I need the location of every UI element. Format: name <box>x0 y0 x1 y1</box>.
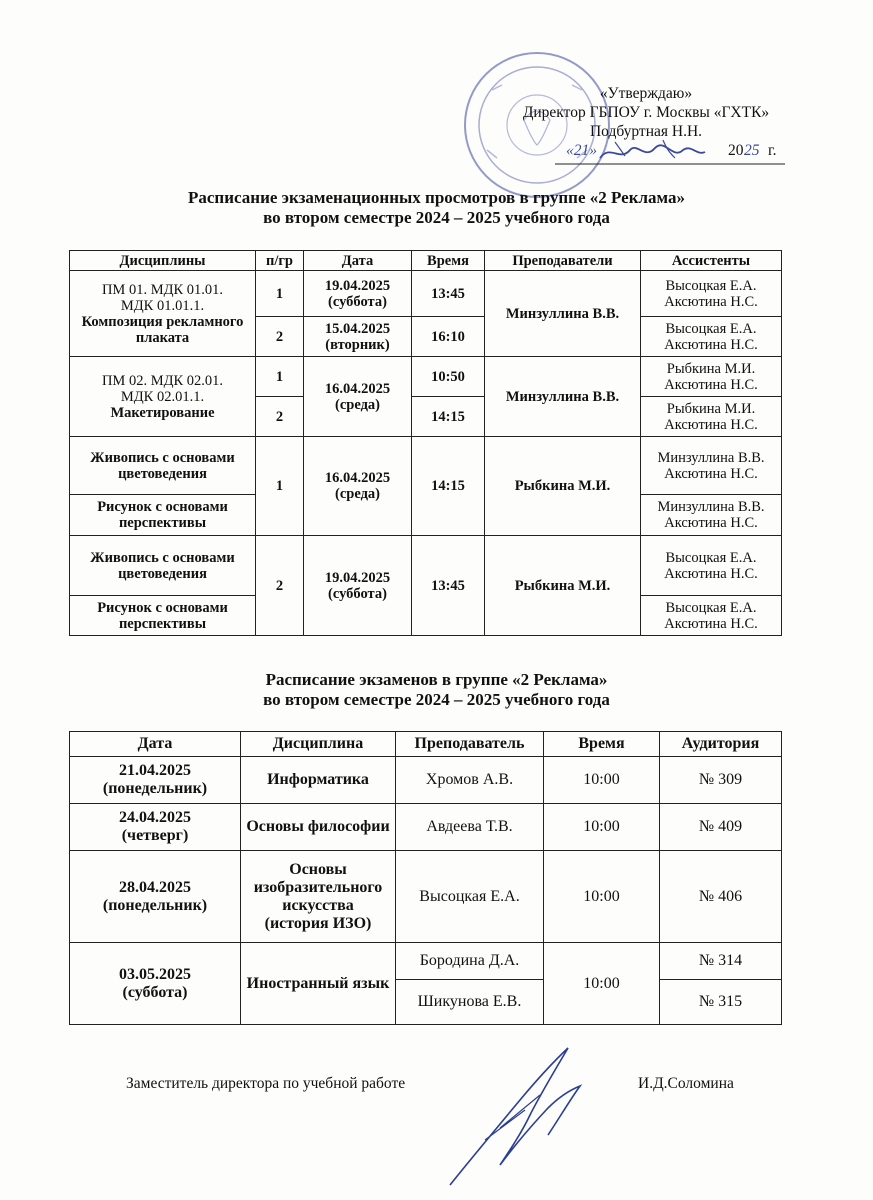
discipline-code: МДК 01.01.1. <box>120 297 205 314</box>
discipline-cell <box>70 357 256 437</box>
discipline-cell: Рисунок с основами перспективы <box>70 495 256 536</box>
assistant-name: Высоцкая Е.А. <box>665 599 757 616</box>
assistants-cell <box>641 357 782 397</box>
date-value: 15.04.2025 <box>324 320 391 337</box>
room-cell: № 406 <box>660 851 782 943</box>
assistant-name: Минзуллина В.В. <box>657 499 765 515</box>
teacher-cell: Хромов А.В. <box>396 757 544 804</box>
discipline-code: МДК 02.01.1. <box>120 388 205 405</box>
date-value: 19.04.2025 <box>324 277 391 294</box>
discipline-cell: Живопись с основами цветоведения <box>70 437 256 495</box>
subject-note: (история ИЗО) <box>264 914 372 932</box>
date-cell <box>70 943 241 1025</box>
assistants-cell <box>641 536 782 596</box>
column-header: Дата <box>304 251 412 271</box>
assistants-cell <box>641 437 782 495</box>
day-value: (среда) <box>335 396 380 413</box>
group-cell: 2 <box>256 397 304 437</box>
column-header: Дисциплина <box>241 732 396 757</box>
assistant-name: Высоцкая Е.А. <box>665 277 757 294</box>
assistants-cell <box>641 397 782 437</box>
date-cell <box>70 804 241 851</box>
day-value: (понедельник) <box>102 896 208 914</box>
day-value: (суббота) <box>328 585 387 602</box>
approval-handwritten-month <box>555 136 785 168</box>
teacher-cell: Высоцкая Е.А. <box>396 851 544 943</box>
group-cell: 2 <box>256 536 304 636</box>
approval-title: «Утверждаю» <box>599 85 693 102</box>
exams-table <box>69 731 782 1025</box>
room-cell: № 315 <box>660 980 782 1025</box>
title-exams-line1: Расписание экзаменов в группе «2 Реклама» <box>265 670 608 689</box>
title-exams-line2: во втором семестре 2024 – 2025 учебного года <box>263 690 610 709</box>
subject-cell <box>241 851 396 943</box>
group-cell: 1 <box>256 357 304 397</box>
approval-date-year-hand: 25 <box>744 142 760 159</box>
room-cell: № 409 <box>660 804 782 851</box>
table-row <box>70 536 782 596</box>
discipline-code: ПМ 01. МДК 01.01. <box>101 281 224 298</box>
day-value: (суббота) <box>122 983 188 1001</box>
date-cell <box>70 757 241 804</box>
discipline-name: Макетирование <box>110 404 215 421</box>
assistants-cell <box>641 495 782 536</box>
teacher-cell: Бородина Д.А. <box>396 943 544 980</box>
date-cell <box>304 437 412 536</box>
subject-cell: Иностранный язык <box>241 943 396 1025</box>
assistant-name: Аксютина Н.С. <box>664 565 758 582</box>
date-value: 16.04.2025 <box>324 380 391 397</box>
time-cell: 14:15 <box>412 397 485 437</box>
date-value: 21.04.2025 <box>119 762 191 779</box>
table-row <box>70 943 782 980</box>
discipline-cell: Живопись с основами цветоведения <box>70 536 256 596</box>
discipline-code: ПМ 02. МДК 02.01. <box>101 372 224 389</box>
date-cell <box>70 851 241 943</box>
teacher-cell: Рыбкина М.И. <box>485 437 641 536</box>
approval-date-suffix: г. <box>768 142 777 159</box>
day-value: (понедельник) <box>102 780 208 797</box>
column-header: п/гр <box>256 251 304 271</box>
assistant-name: Рыбкина М.И. <box>666 400 756 417</box>
assistant-name: Аксютина Н.С. <box>664 515 758 531</box>
assistant-name: Аксютина Н.С. <box>664 376 758 393</box>
date-value: 28.04.2025 <box>119 878 191 896</box>
group-cell: 1 <box>256 437 304 536</box>
date-cell <box>304 317 412 357</box>
discipline-cell: Рисунок с основами перспективы <box>70 596 256 636</box>
day-value: (четверг) <box>121 827 189 844</box>
column-header: Время <box>544 732 660 757</box>
assistant-name: Аксютина Н.С. <box>664 293 758 310</box>
table-header-row <box>70 732 782 757</box>
time-cell: 16:10 <box>412 317 485 357</box>
column-header: Аудитория <box>660 732 782 757</box>
approval-date-day: «21» <box>566 142 597 159</box>
teacher-cell: Минзуллина В.В. <box>485 271 641 357</box>
footer-position: Заместитель директора по учебной работе <box>126 1075 406 1092</box>
assistant-name: Аксютина Н.С. <box>664 615 758 632</box>
discipline-cell <box>70 271 256 357</box>
teacher-cell: Шикунова Е.В. <box>396 980 544 1025</box>
table-header-row <box>70 251 782 271</box>
day-value: (суббота) <box>328 293 387 310</box>
assistant-name: Минзуллина В.В. <box>657 449 765 466</box>
time-cell: 10:00 <box>544 851 660 943</box>
table-row <box>70 271 782 317</box>
table-row <box>70 357 782 397</box>
title-viewings-line1: Расписание экзаменационных просмотров в группе «2 Реклама» <box>188 188 685 207</box>
room-cell: № 309 <box>660 757 782 804</box>
date-value: 16.04.2025 <box>324 470 391 486</box>
assistants-cell <box>641 596 782 636</box>
column-header: Дата <box>70 732 241 757</box>
table-row <box>70 851 782 943</box>
approval-name: Подбуртная Н.Н. <box>589 123 703 140</box>
table-row <box>70 437 782 495</box>
column-header: Ассистенты <box>641 251 782 271</box>
time-cell: 14:15 <box>412 437 485 536</box>
subject-cell: Информатика <box>241 757 396 804</box>
assistant-name: Аксютина Н.С. <box>664 416 758 433</box>
time-cell: 10:00 <box>544 943 660 1025</box>
footer-signature <box>440 1040 600 1190</box>
column-header: Преподаватель <box>396 732 544 757</box>
group-cell: 1 <box>256 271 304 317</box>
title-viewings <box>0 188 873 228</box>
column-header: Преподаватели <box>485 251 641 271</box>
date-cell <box>304 271 412 317</box>
day-value: (среда) <box>335 486 380 502</box>
assistant-name: Высоцкая Е.А. <box>665 549 757 566</box>
assistants-cell <box>641 317 782 357</box>
time-cell: 10:50 <box>412 357 485 397</box>
assistant-name: Аксютина Н.С. <box>664 465 758 482</box>
time-cell: 13:45 <box>412 271 485 317</box>
subject-name: Основы изобразительного искусства <box>253 860 383 914</box>
room-cell: № 314 <box>660 943 782 980</box>
assistant-name: Аксютина Н.С. <box>664 336 758 353</box>
teacher-cell: Рыбкина М.И. <box>485 536 641 636</box>
date-value: 19.04.2025 <box>324 569 391 586</box>
date-value: 03.05.2025 <box>119 965 191 983</box>
day-value: (вторник) <box>325 336 390 353</box>
teacher-cell: Авдеева Т.В. <box>396 804 544 851</box>
date-cell <box>304 357 412 437</box>
subject-cell: Основы философии <box>241 804 396 851</box>
group-cell: 2 <box>256 317 304 357</box>
assistant-name: Рыбкина М.И. <box>666 360 756 377</box>
teacher-cell: Минзуллина В.В. <box>485 357 641 437</box>
date-cell <box>304 536 412 636</box>
table-row <box>70 804 782 851</box>
title-exams <box>0 670 873 710</box>
column-header: Время <box>412 251 485 271</box>
viewings-table <box>69 250 782 636</box>
title-viewings-line2: во втором семестре 2024 – 2025 учебного года <box>263 208 610 227</box>
column-header: Дисциплины <box>70 251 256 271</box>
time-cell: 10:00 <box>544 804 660 851</box>
time-cell: 13:45 <box>412 536 485 636</box>
assistant-name: Высоцкая Е.А. <box>665 320 757 337</box>
discipline-name: Композиция рекламного плаката <box>81 313 244 346</box>
footer-name: И.Д.Соломина <box>638 1075 734 1092</box>
time-cell: 10:00 <box>544 757 660 804</box>
date-value: 24.04.2025 <box>119 809 191 826</box>
table-row <box>70 757 782 804</box>
assistants-cell <box>641 271 782 317</box>
approval-position: Директор ГБПОУ г. Москвы «ГХТК» <box>522 104 770 121</box>
approval-date-year: 20 <box>728 142 744 159</box>
